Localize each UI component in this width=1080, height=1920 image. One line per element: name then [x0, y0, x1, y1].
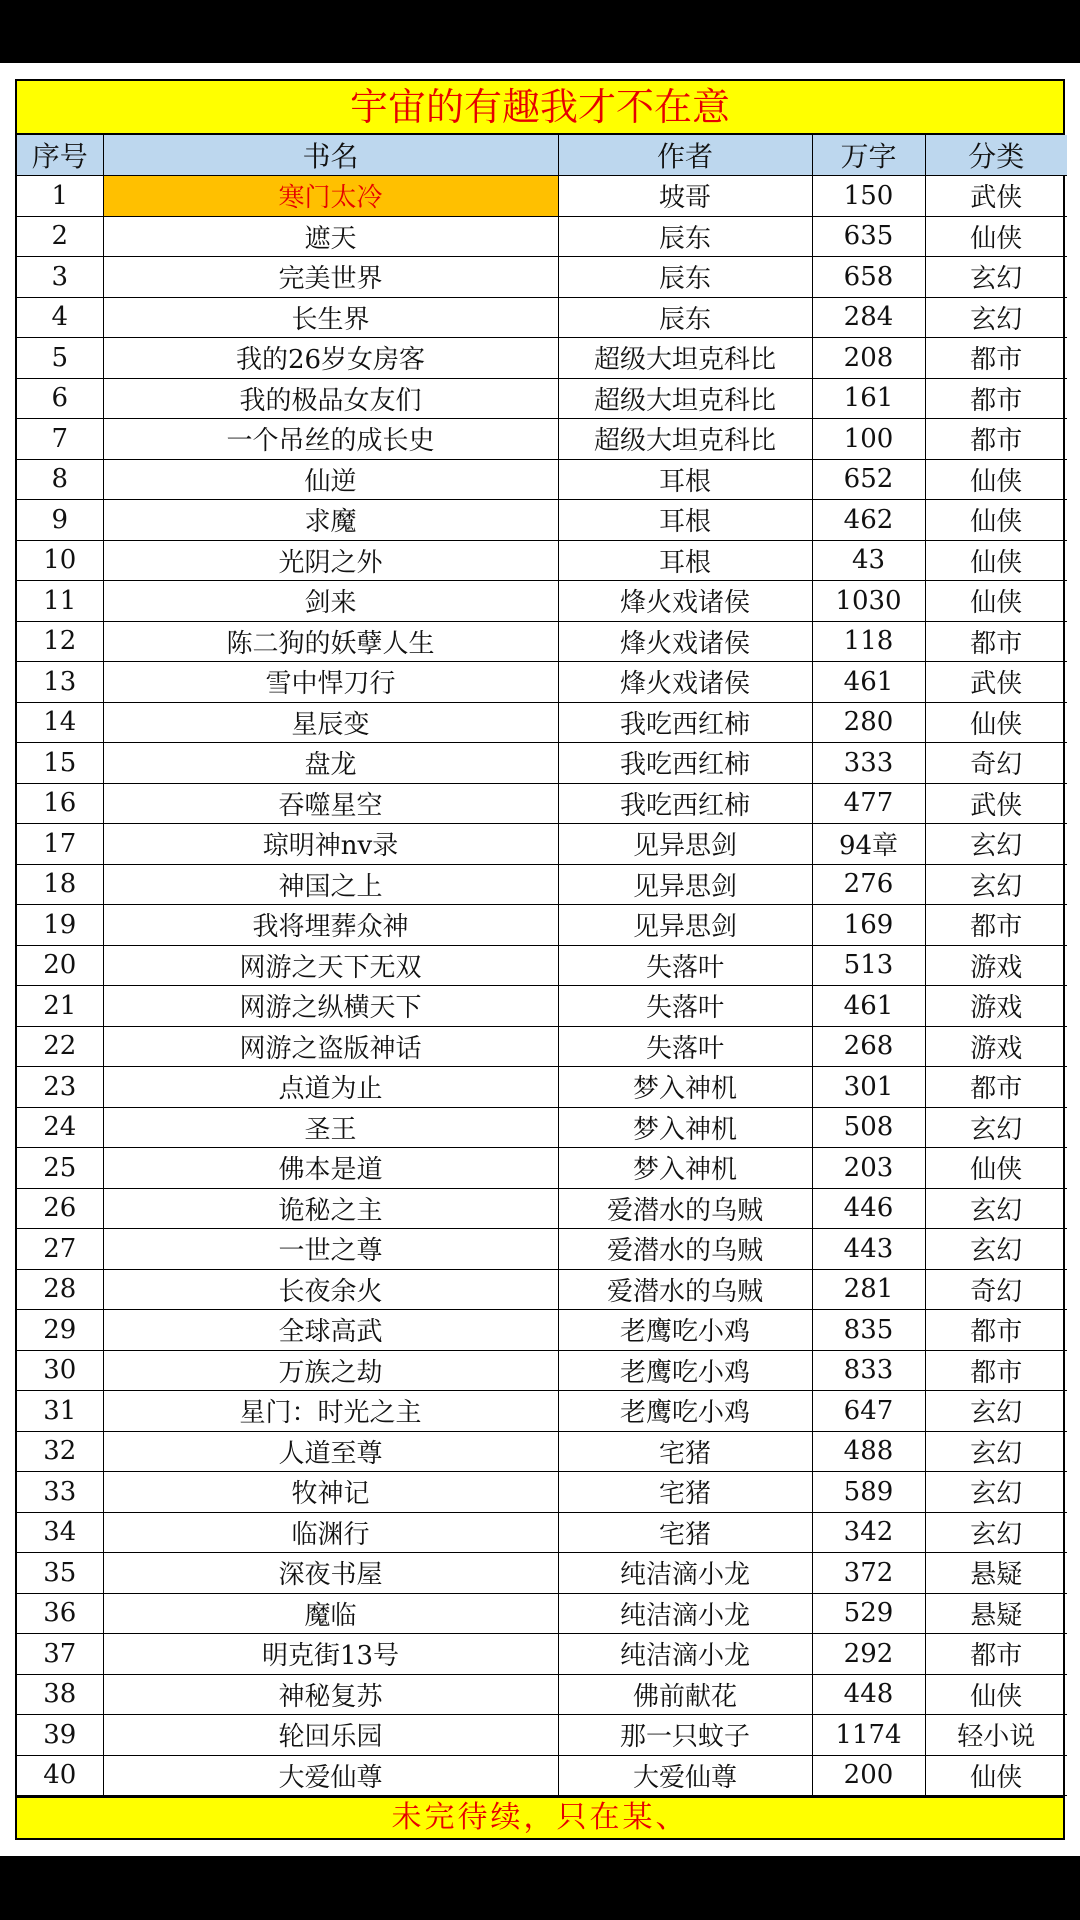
table-row: [17, 1107, 1067, 1148]
table-row: [17, 1148, 1067, 1189]
cell-word-count: 477: [812, 783, 925, 824]
cell-category: 玄幻: [925, 1472, 1067, 1513]
cell-author: 大爱仙尊: [558, 1755, 812, 1796]
cell-index: 30: [17, 1350, 103, 1391]
spreadsheet: [15, 79, 1065, 1840]
table-row: [17, 1755, 1067, 1796]
header-row: [17, 135, 1067, 176]
cell-author: 老鹰吃小鸡: [558, 1391, 812, 1432]
cell-author: 我吃西红柿: [558, 743, 812, 784]
cell-author: 爱潜水的乌贼: [558, 1229, 812, 1270]
cell-word-count: 635: [812, 216, 925, 257]
table-row: [17, 945, 1067, 986]
table-row: [17, 1431, 1067, 1472]
table-body: [17, 176, 1067, 1796]
cell-book-name: 神国之上: [103, 864, 558, 905]
cell-author: 我吃西红柿: [558, 702, 812, 743]
cell-category: 仙侠: [925, 1674, 1067, 1715]
cell-index: 9: [17, 500, 103, 541]
cell-word-count: 118: [812, 621, 925, 662]
table-row: [17, 986, 1067, 1027]
cell-category: 仙侠: [925, 581, 1067, 622]
cell-category: 奇幻: [925, 743, 1067, 784]
cell-index: 23: [17, 1067, 103, 1108]
table-row: [17, 1188, 1067, 1229]
cell-book-name: 网游之纵横天下: [103, 986, 558, 1027]
cell-index: 27: [17, 1229, 103, 1270]
cell-book-name: 全球高武: [103, 1310, 558, 1351]
book-table: [17, 135, 1067, 1796]
cell-word-count: 647: [812, 1391, 925, 1432]
cell-category: 武侠: [925, 783, 1067, 824]
cell-index: 11: [17, 581, 103, 622]
table-row: [17, 540, 1067, 581]
cell-author: 佛前献花: [558, 1674, 812, 1715]
cell-index: 12: [17, 621, 103, 662]
table-row: [17, 1634, 1067, 1675]
cell-index: 34: [17, 1512, 103, 1553]
cell-category: 仙侠: [925, 459, 1067, 500]
cell-word-count: 150: [812, 176, 925, 217]
cell-index: 3: [17, 257, 103, 298]
header-book-name: 书名: [103, 135, 558, 176]
table-row: [17, 662, 1067, 703]
table-row: [17, 1229, 1067, 1270]
cell-author: 见异思剑: [558, 824, 812, 865]
table-row: [17, 1026, 1067, 1067]
cell-category: 玄幻: [925, 1431, 1067, 1472]
cell-author: 烽火戏诸侯: [558, 662, 812, 703]
cell-word-count: 284: [812, 297, 925, 338]
cell-word-count: 652: [812, 459, 925, 500]
cell-category: 都市: [925, 1350, 1067, 1391]
table-row: [17, 1391, 1067, 1432]
table-row: [17, 459, 1067, 500]
cell-category: 玄幻: [925, 257, 1067, 298]
cell-word-count: 333: [812, 743, 925, 784]
cell-author: 超级大坦克科比: [558, 419, 812, 460]
cell-word-count: 446: [812, 1188, 925, 1229]
cell-book-name: 星辰变: [103, 702, 558, 743]
cell-category: 玄幻: [925, 1391, 1067, 1432]
cell-word-count: 448: [812, 1674, 925, 1715]
cell-book-name: 遮天: [103, 216, 558, 257]
cell-book-name: 我的极品女友们: [103, 378, 558, 419]
cell-category: 仙侠: [925, 1148, 1067, 1189]
sheet-title: 宇宙的有趣我才不在意: [17, 81, 1063, 135]
table-row: [17, 621, 1067, 662]
cell-book-name: 网游之天下无双: [103, 945, 558, 986]
cell-category: 玄幻: [925, 297, 1067, 338]
cell-category: 武侠: [925, 662, 1067, 703]
cell-author: 老鹰吃小鸡: [558, 1310, 812, 1351]
cell-book-name: 光阴之外: [103, 540, 558, 581]
cell-index: 22: [17, 1026, 103, 1067]
cell-category: 玄幻: [925, 864, 1067, 905]
cell-word-count: 513: [812, 945, 925, 986]
cell-index: 40: [17, 1755, 103, 1796]
cell-index: 39: [17, 1715, 103, 1756]
cell-category: 玄幻: [925, 1188, 1067, 1229]
bottom-black-bar: [0, 1856, 1080, 1920]
table-row: [17, 257, 1067, 298]
cell-category: 玄幻: [925, 1229, 1067, 1270]
table-row: [17, 905, 1067, 946]
cell-index: 15: [17, 743, 103, 784]
cell-author: 辰东: [558, 297, 812, 338]
table-row: [17, 297, 1067, 338]
cell-book-name: 一个吊丝的成长史: [103, 419, 558, 460]
cell-word-count: 203: [812, 1148, 925, 1189]
cell-author: 宅猪: [558, 1472, 812, 1513]
cell-word-count: 208: [812, 338, 925, 379]
cell-book-name: 吞噬星空: [103, 783, 558, 824]
cell-category: 都市: [925, 419, 1067, 460]
cell-author: 纯洁滴小龙: [558, 1593, 812, 1634]
cell-word-count: 589: [812, 1472, 925, 1513]
cell-book-name: 陈二狗的妖孽人生: [103, 621, 558, 662]
cell-word-count: 1030: [812, 581, 925, 622]
cell-index: 2: [17, 216, 103, 257]
cell-index: 5: [17, 338, 103, 379]
cell-word-count: 342: [812, 1512, 925, 1553]
cell-category: 仙侠: [925, 702, 1067, 743]
cell-word-count: 268: [812, 1026, 925, 1067]
cell-index: 21: [17, 986, 103, 1027]
top-black-bar: [0, 0, 1080, 63]
cell-book-name: 我的26岁女房客: [103, 338, 558, 379]
cell-book-name: 长夜余火: [103, 1269, 558, 1310]
cell-author: 纯洁滴小龙: [558, 1634, 812, 1675]
cell-word-count: 835: [812, 1310, 925, 1351]
cell-book-name: 寒门太冷: [103, 176, 558, 217]
cell-word-count: 43: [812, 540, 925, 581]
cell-book-name: 剑来: [103, 581, 558, 622]
cell-word-count: 833: [812, 1350, 925, 1391]
cell-word-count: 100: [812, 419, 925, 460]
cell-book-name: 人道至尊: [103, 1431, 558, 1472]
table-row: [17, 500, 1067, 541]
cell-book-name: 佛本是道: [103, 1148, 558, 1189]
cell-category: 仙侠: [925, 1755, 1067, 1796]
cell-author: 见异思剑: [558, 905, 812, 946]
cell-author: 我吃西红柿: [558, 783, 812, 824]
cell-word-count: 169: [812, 905, 925, 946]
cell-book-name: 轮回乐园: [103, 1715, 558, 1756]
cell-word-count: 443: [812, 1229, 925, 1270]
cell-category: 玄幻: [925, 1512, 1067, 1553]
cell-index: 20: [17, 945, 103, 986]
cell-category: 仙侠: [925, 540, 1067, 581]
cell-index: 19: [17, 905, 103, 946]
cell-category: 游戏: [925, 986, 1067, 1027]
cell-word-count: 161: [812, 378, 925, 419]
table-row: [17, 581, 1067, 622]
cell-book-name: 诡秘之主: [103, 1188, 558, 1229]
table-row: [17, 176, 1067, 217]
cell-category: 游戏: [925, 1026, 1067, 1067]
cell-index: 8: [17, 459, 103, 500]
cell-word-count: 529: [812, 1593, 925, 1634]
cell-author: 那一只蚊子: [558, 1715, 812, 1756]
cell-index: 37: [17, 1634, 103, 1675]
cell-author: 烽火戏诸侯: [558, 581, 812, 622]
table-row: [17, 824, 1067, 865]
cell-index: 13: [17, 662, 103, 703]
cell-index: 17: [17, 824, 103, 865]
cell-word-count: 200: [812, 1755, 925, 1796]
table-row: [17, 864, 1067, 905]
header-category: 分类: [925, 135, 1067, 176]
cell-category: 轻小说: [925, 1715, 1067, 1756]
cell-index: 16: [17, 783, 103, 824]
header-author: 作者: [558, 135, 812, 176]
cell-index: 36: [17, 1593, 103, 1634]
cell-category: 武侠: [925, 176, 1067, 217]
table-row: [17, 1715, 1067, 1756]
cell-book-name: 雪中悍刀行: [103, 662, 558, 703]
cell-author: 耳根: [558, 459, 812, 500]
cell-book-name: 长生界: [103, 297, 558, 338]
cell-index: 4: [17, 297, 103, 338]
cell-category: 都市: [925, 1634, 1067, 1675]
cell-author: 失落叶: [558, 945, 812, 986]
cell-author: 耳根: [558, 540, 812, 581]
cell-word-count: 292: [812, 1634, 925, 1675]
cell-word-count: 1174: [812, 1715, 925, 1756]
cell-category: 玄幻: [925, 824, 1067, 865]
cell-category: 仙侠: [925, 500, 1067, 541]
cell-index: 14: [17, 702, 103, 743]
table-row: [17, 743, 1067, 784]
cell-category: 都市: [925, 378, 1067, 419]
cell-author: 梦入神机: [558, 1148, 812, 1189]
cell-book-name: 神秘复苏: [103, 1674, 558, 1715]
table-row: [17, 783, 1067, 824]
cell-index: 31: [17, 1391, 103, 1432]
cell-author: 辰东: [558, 216, 812, 257]
cell-author: 坡哥: [558, 176, 812, 217]
header-index: 序号: [17, 135, 103, 176]
table-row: [17, 1512, 1067, 1553]
table-row: [17, 1067, 1067, 1108]
cell-index: 28: [17, 1269, 103, 1310]
cell-author: 失落叶: [558, 1026, 812, 1067]
table-row: [17, 338, 1067, 379]
cell-book-name: 魔临: [103, 1593, 558, 1634]
cell-author: 宅猪: [558, 1431, 812, 1472]
cell-author: 梦入神机: [558, 1067, 812, 1108]
cell-category: 都市: [925, 1067, 1067, 1108]
cell-index: 24: [17, 1107, 103, 1148]
cell-index: 7: [17, 419, 103, 460]
table-row: [17, 1269, 1067, 1310]
cell-book-name: 牧神记: [103, 1472, 558, 1513]
header-word-count: 万字: [812, 135, 925, 176]
cell-author: 超级大坦克科比: [558, 378, 812, 419]
cell-category: 都市: [925, 621, 1067, 662]
cell-category: 悬疑: [925, 1593, 1067, 1634]
table-row: [17, 1674, 1067, 1715]
cell-book-name: 星门：时光之主: [103, 1391, 558, 1432]
cell-index: 32: [17, 1431, 103, 1472]
cell-index: 1: [17, 176, 103, 217]
cell-author: 耳根: [558, 500, 812, 541]
cell-category: 奇幻: [925, 1269, 1067, 1310]
cell-category: 仙侠: [925, 216, 1067, 257]
cell-author: 爱潜水的乌贼: [558, 1188, 812, 1229]
cell-word-count: 280: [812, 702, 925, 743]
cell-index: 35: [17, 1553, 103, 1594]
cell-index: 6: [17, 378, 103, 419]
table-row: [17, 1593, 1067, 1634]
cell-word-count: 508: [812, 1107, 925, 1148]
cell-book-name: 一世之尊: [103, 1229, 558, 1270]
cell-index: 10: [17, 540, 103, 581]
cell-author: 宅猪: [558, 1512, 812, 1553]
cell-word-count: 276: [812, 864, 925, 905]
cell-book-name: 完美世界: [103, 257, 558, 298]
cell-word-count: 372: [812, 1553, 925, 1594]
table-row: [17, 378, 1067, 419]
table-row: [17, 702, 1067, 743]
cell-category: 悬疑: [925, 1553, 1067, 1594]
cell-index: 33: [17, 1472, 103, 1513]
cell-author: 见异思剑: [558, 864, 812, 905]
cell-book-name: 明克街13号: [103, 1634, 558, 1675]
cell-author: 纯洁滴小龙: [558, 1553, 812, 1594]
cell-book-name: 求魔: [103, 500, 558, 541]
cell-index: 18: [17, 864, 103, 905]
cell-book-name: 我将埋葬众神: [103, 905, 558, 946]
cell-author: 失落叶: [558, 986, 812, 1027]
table-row: [17, 1472, 1067, 1513]
cell-index: 25: [17, 1148, 103, 1189]
cell-author: 梦入神机: [558, 1107, 812, 1148]
cell-author: 超级大坦克科比: [558, 338, 812, 379]
cell-book-name: 圣王: [103, 1107, 558, 1148]
table-row: [17, 1350, 1067, 1391]
cell-word-count: 461: [812, 662, 925, 703]
cell-book-name: 深夜书屋: [103, 1553, 558, 1594]
cell-category: 都市: [925, 1310, 1067, 1351]
cell-book-name: 盘龙: [103, 743, 558, 784]
cell-word-count: 462: [812, 500, 925, 541]
cell-index: 26: [17, 1188, 103, 1229]
cell-book-name: 仙逆: [103, 459, 558, 500]
table-row: [17, 419, 1067, 460]
table-row: [17, 216, 1067, 257]
cell-word-count: 461: [812, 986, 925, 1027]
cell-book-name: 大爱仙尊: [103, 1755, 558, 1796]
table-row: [17, 1310, 1067, 1351]
cell-category: 都市: [925, 905, 1067, 946]
cell-author: 老鹰吃小鸡: [558, 1350, 812, 1391]
cell-category: 玄幻: [925, 1107, 1067, 1148]
table-row: [17, 1553, 1067, 1594]
cell-category: 都市: [925, 338, 1067, 379]
cell-book-name: 网游之盗版神话: [103, 1026, 558, 1067]
cell-word-count: 658: [812, 257, 925, 298]
cell-category: 游戏: [925, 945, 1067, 986]
cell-word-count: 488: [812, 1431, 925, 1472]
cell-author: 爱潜水的乌贼: [558, 1269, 812, 1310]
cell-author: 烽火戏诸侯: [558, 621, 812, 662]
cell-word-count: 281: [812, 1269, 925, 1310]
cell-book-name: 临渊行: [103, 1512, 558, 1553]
cell-book-name: 点道为止: [103, 1067, 558, 1108]
sheet-footer: 未完待续，只在某、: [17, 1796, 1063, 1838]
cell-book-name: 万族之劫: [103, 1350, 558, 1391]
cell-word-count: 301: [812, 1067, 925, 1108]
cell-word-count: 94章: [812, 824, 925, 865]
cell-index: 29: [17, 1310, 103, 1351]
cell-author: 辰东: [558, 257, 812, 298]
cell-index: 38: [17, 1674, 103, 1715]
cell-book-name: 琼明神nv录: [103, 824, 558, 865]
